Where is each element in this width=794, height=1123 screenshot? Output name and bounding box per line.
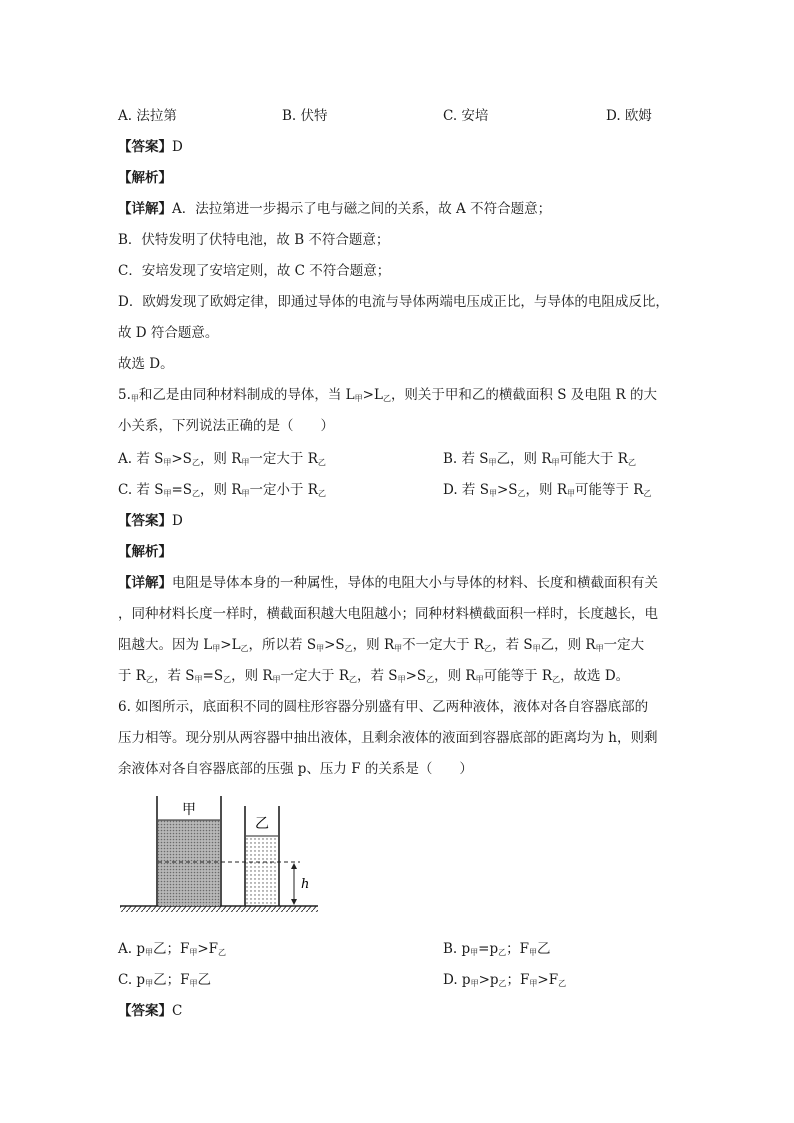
q6-stem-3: 余液体对各自容器底部的压强 p、压力 F 的关系是（ ） — [118, 761, 473, 777]
q6-stem-1: 6. 如图所示，底面积不同的圆柱形容器分别盛有甲、乙两种液体，液体对各自容器底部的 — [118, 699, 649, 715]
q5-answer: D — [172, 513, 183, 529]
label-yi: 乙 — [255, 816, 269, 832]
q4-detail-line-6: 故选 D。 — [118, 356, 174, 372]
liquid-jia — [158, 820, 220, 906]
q4-detail-line-4: D．欧姆发现了欧姆定律，即通过导体的电流与导体两端电压成正比，与导体的电阻成反比， — [118, 294, 669, 310]
q4-option-c: C. 安培 — [443, 108, 489, 124]
h-arrow-head-top — [291, 863, 297, 869]
liquid-yi — [246, 836, 278, 906]
q6-option-a: A. $p_甲$乙；$F_甲>F_乙$ — [118, 941, 227, 957]
q6-option-c: C. $p_甲$乙；$F_甲$乙 — [118, 972, 211, 988]
ground-hatch — [120, 906, 318, 912]
q4-option-b: B. 伏特 — [282, 108, 328, 124]
q4-detail-line-1: 【详解】A．法拉第进一步揭示了电与磁之间的关系，故 A 不符合题意； — [118, 201, 552, 217]
q4-option-d: D. 欧姆 — [606, 108, 652, 124]
q4-analysis-tag: 【解析】 — [118, 170, 172, 186]
q5-detail-line-2: ，同种材料长度一样时，横截面积越大电阻越小；同种材料横截面积一样时，长度越长，电 — [118, 606, 658, 622]
q6-answer-line — [118, 999, 182, 1019]
q5-option-d: D. 若 $S_甲>S_乙$，则 $R_甲$可能等于 $R_乙$ — [443, 482, 652, 498]
q5-answer-line — [118, 509, 183, 529]
q4-answer: D — [172, 139, 183, 155]
q4-detail-line-2: B．伏特发明了伏特电池，故 B 不符合题意； — [118, 232, 390, 248]
q5-detail-line-1: 【详解】电阻是导体本身的一种属性，导体的电阻大小与导体的材料、长度和横截面积有关 — [118, 575, 658, 591]
q5-detail-tag: 【详解】 — [118, 575, 172, 591]
q4-detail-line-3: C．安培发现了安培定则，故 C 不符合题意； — [118, 263, 391, 279]
containers-diagram — [118, 790, 318, 920]
q5-stem-1: $5._甲$和乙是由同种材料制成的导体，当 $L_甲>L_乙$，则关于甲和乙的横截面积 S 及电阻 R 的大 — [118, 387, 658, 403]
q5-option-c: C. 若 $S_甲=S_乙$，则 $R_甲$一定小于 $R_乙$ — [118, 482, 326, 498]
q5-detail-line-4: 于 $R_乙$，若 $S_甲=S_乙$，则 $R_甲$一定大于 $R_乙$，若 $S_甲>S_乙$，则 $R_甲$可能等于 $R_乙$，故选 D。 — [118, 668, 630, 684]
q4-detail-line-5: 故 D 符合题意。 — [118, 325, 219, 341]
q5-option-b: B. 若 $S_甲$乙，则 $R_甲$可能大于 $R_乙$ — [443, 451, 636, 467]
q5-option-a: A. 若 $S_甲>S_乙$，则 $R_甲$一定大于 $R_乙$ — [118, 451, 326, 467]
q4-option-a: A. 法拉第 — [118, 108, 177, 124]
q5-answer-tag: 【答案】 — [118, 513, 172, 529]
q5-analysis-tag: 【解析】 — [118, 544, 172, 560]
q6-answer-tag: 【答案】 — [118, 1003, 172, 1019]
q6-figure — [118, 790, 318, 920]
q4-answer-tag: 【答案】 — [118, 139, 172, 155]
q6-answer: C — [172, 1003, 183, 1019]
q6-option-d: D. $p_甲>p_乙$；$F_甲>F_乙$ — [443, 972, 567, 988]
label-jia: 甲 — [182, 802, 196, 818]
q5-stem-2: 小关系，下列说法正确的是（ ） — [118, 418, 334, 434]
q6-stem-2: 压力相等。现分别从两容器中抽出液体，且剩余液体的液面到容器底部的距离均为 h，则剩 — [118, 730, 658, 746]
label-h: h — [301, 877, 310, 892]
h-arrow-head-bottom — [291, 899, 297, 905]
q6-option-b: B. $p_甲=p_乙$；$F_甲$乙 — [443, 941, 551, 957]
q4-answer-line — [118, 135, 183, 155]
q4-detail-tag: 【详解】 — [118, 201, 172, 217]
q5-detail-line-3: 阻越大。因为 $L_甲>L_乙$，所以若 $S_甲>S_乙$，则 $R_甲$不一定大于 $R_乙$，若 $S_甲$乙，则 $R_甲$一定大 — [118, 637, 645, 653]
